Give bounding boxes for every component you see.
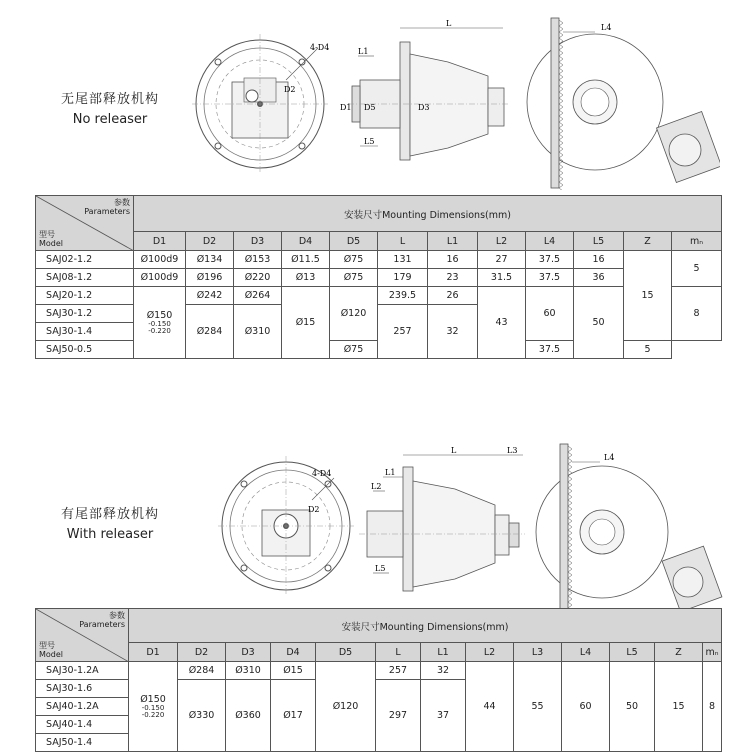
col-header: L4 <box>526 232 574 251</box>
cell-d3: Ø310 <box>226 662 271 680</box>
cell-l1: 16 <box>428 251 478 269</box>
table-group-title: 安装尺寸Mounting Dimensions(mm) <box>129 609 722 643</box>
col-header: mₙ <box>672 232 722 251</box>
col-header: D2 <box>186 232 234 251</box>
section-with-releaser <box>0 395 750 750</box>
cell-d4: Ø17 <box>271 680 316 752</box>
model-cell: SAJ30-1.2A <box>36 662 129 680</box>
section-no-releaser <box>0 0 750 370</box>
cell-d3: Ø220 <box>234 269 282 287</box>
cell-d3: Ø264 <box>234 287 282 305</box>
cell-l1: 26 <box>428 287 478 305</box>
model-cell: SAJ40-1.4 <box>36 716 129 734</box>
cell-d1-merged <box>129 662 178 752</box>
cell-l5: 36 <box>574 269 624 287</box>
label-l2: L2 <box>371 482 382 491</box>
col-header: L5 <box>610 643 655 662</box>
table-row <box>36 251 722 269</box>
cell-d2: Ø284 <box>178 662 226 680</box>
label-l3: L3 <box>507 446 518 455</box>
d1-tolerance-lower: -0.220 <box>141 711 165 719</box>
cell-l4: 60 <box>526 287 574 341</box>
cell-d2: Ø242 <box>186 287 234 305</box>
model-cell: SAJ08-1.2 <box>36 269 134 287</box>
cell-mn: 5 <box>624 341 672 359</box>
model-cell: SAJ50-0.5 <box>36 341 134 359</box>
side-view-drawing <box>355 445 530 615</box>
cell-z: 15 <box>655 662 703 752</box>
d1-tolerance-upper: -0.150 <box>141 704 165 712</box>
caption-zh: 无尾部释放机构 <box>60 92 159 107</box>
cell-l5: 16 <box>574 251 624 269</box>
cell-d4: Ø15 <box>282 287 330 359</box>
spec-table-with-releaser <box>35 608 722 752</box>
cell-d3: Ø360 <box>226 680 271 752</box>
label-d5: D5 <box>364 103 376 112</box>
label-4-d4: 4-D4 <box>312 469 332 478</box>
label-4-d4: 4-D4 <box>310 43 330 52</box>
col-header: D1 <box>134 232 186 251</box>
label-d1: D1 <box>340 103 352 112</box>
cell-d5: Ø120 <box>316 662 376 752</box>
cell-l: 239.5 <box>378 287 428 305</box>
cell-l2: 27 <box>478 251 526 269</box>
col-header: D4 <box>282 232 330 251</box>
corner-model-en: Model <box>39 239 64 248</box>
cell-z: 15 <box>624 251 672 341</box>
d1-tolerance-lower: -0.220 <box>148 327 171 335</box>
model-cell: SAJ50-1.4 <box>36 734 129 752</box>
cell-mn: 5 <box>672 251 722 287</box>
cell-l1: 32 <box>421 662 466 680</box>
col-header: L2 <box>466 643 514 662</box>
cell-l: 297 <box>376 680 421 752</box>
corner-model-zh: 型号 <box>39 641 55 650</box>
side-view-drawing <box>338 14 518 184</box>
corner-params-en: Parameters <box>84 207 130 216</box>
model-cell: SAJ30-1.4 <box>36 323 134 341</box>
d1-value: Ø150 <box>146 310 173 321</box>
cell-d2: Ø330 <box>178 680 226 752</box>
cell-l1: 23 <box>428 269 478 287</box>
col-header: D4 <box>271 643 316 662</box>
table-group-title: 安装尺寸Mounting Dimensions(mm) <box>134 196 722 232</box>
col-header: L2 <box>478 232 526 251</box>
cell-l: 257 <box>378 305 428 359</box>
label-l4: L4 <box>601 23 612 32</box>
col-header: D5 <box>330 232 378 251</box>
col-header: D3 <box>234 232 282 251</box>
table-row <box>36 662 722 680</box>
model-cell: SAJ20-1.2 <box>36 287 134 305</box>
cell-l3: 55 <box>514 662 562 752</box>
table-corner-header <box>36 609 129 662</box>
cell-d5: Ø75 <box>330 341 378 359</box>
cell-d4: Ø15 <box>271 662 316 680</box>
table-row <box>36 269 722 287</box>
col-header: L <box>378 232 428 251</box>
corner-params-zh: 参数 <box>109 611 125 620</box>
cell-l5: 50 <box>610 662 655 752</box>
col-header: L1 <box>421 643 466 662</box>
spec-table-no-releaser <box>35 195 722 359</box>
col-header: mₙ <box>703 643 722 662</box>
cell-mn: 8 <box>672 287 722 341</box>
cell-d2: Ø196 <box>186 269 234 287</box>
cell-d5: Ø75 <box>330 269 378 287</box>
col-header: L <box>376 643 421 662</box>
label-d3: D3 <box>418 103 430 112</box>
cell-l: 179 <box>378 269 428 287</box>
col-header: L4 <box>562 643 610 662</box>
cell-d4: Ø13 <box>282 269 330 287</box>
cell-d2: Ø134 <box>186 251 234 269</box>
cell-d2: Ø284 <box>186 305 234 359</box>
label-d2: D2 <box>284 85 296 94</box>
cell-d5: Ø75 <box>330 251 378 269</box>
cell-l2: 44 <box>466 662 514 752</box>
label-l: L <box>451 446 457 455</box>
cell-l4: 60 <box>562 662 610 752</box>
label-d2: D2 <box>308 505 320 514</box>
cell-l4: 37.5 <box>526 251 574 269</box>
cell-d1-merged <box>134 287 186 359</box>
cell-d1: Ø100d9 <box>134 251 186 269</box>
caption-zh: 有尾部释放机构 <box>60 507 159 522</box>
corner-model-zh: 型号 <box>39 230 55 239</box>
cell-d4: Ø11.5 <box>282 251 330 269</box>
cell-l1: 32 <box>428 305 478 359</box>
col-header: L5 <box>574 232 624 251</box>
cell-l: 257 <box>376 662 421 680</box>
model-cell: SAJ30-1.6 <box>36 680 129 698</box>
corner-params-zh: 参数 <box>114 198 130 207</box>
label-l: L <box>446 19 452 28</box>
d1-value: Ø150 <box>140 694 166 705</box>
cell-d1: Ø100d9 <box>134 269 186 287</box>
col-header: L3 <box>514 643 562 662</box>
cell-l4: 37.5 <box>526 341 574 359</box>
col-header: Z <box>655 643 703 662</box>
corner-params-en: Parameters <box>79 620 125 629</box>
col-header: Z <box>624 232 672 251</box>
gear-rack-drawing <box>530 440 725 620</box>
model-cell: SAJ40-1.2A <box>36 698 129 716</box>
label-l1: L1 <box>358 47 369 56</box>
caption-en: No releaser <box>72 112 148 127</box>
cell-d3: Ø310 <box>234 305 282 359</box>
col-header: D5 <box>316 643 376 662</box>
d1-tolerance-upper: -0.150 <box>148 320 171 328</box>
col-header: L1 <box>428 232 478 251</box>
cell-l2: 43 <box>478 287 526 359</box>
front-view-drawing <box>188 30 336 178</box>
caption-no-releaser <box>20 88 200 127</box>
cell-l5: 50 <box>574 287 624 359</box>
cell-l: 131 <box>378 251 428 269</box>
corner-model-en: Model <box>39 650 64 659</box>
col-header: D1 <box>129 643 178 662</box>
caption-with-releaser <box>20 503 200 542</box>
col-header: D3 <box>226 643 271 662</box>
label-l1: L1 <box>385 468 396 477</box>
gear-rack-drawing <box>515 10 720 190</box>
table-corner-header <box>36 196 134 251</box>
cell-d3: Ø153 <box>234 251 282 269</box>
label-l4: L4 <box>604 453 615 462</box>
cell-d5: Ø120 <box>330 287 378 341</box>
table-row <box>36 287 722 305</box>
label-l5: L5 <box>364 137 375 146</box>
cell-l1: 37 <box>421 680 466 752</box>
model-cell: SAJ02-1.2 <box>36 251 134 269</box>
front-view-drawing <box>212 450 362 600</box>
caption-en: With releaser <box>66 527 154 542</box>
cell-l4: 37.5 <box>526 269 574 287</box>
cell-l2: 31.5 <box>478 269 526 287</box>
cell-mn: 8 <box>703 662 722 752</box>
col-header: D2 <box>178 643 226 662</box>
model-cell: SAJ30-1.2 <box>36 305 134 323</box>
label-l5: L5 <box>375 564 386 573</box>
